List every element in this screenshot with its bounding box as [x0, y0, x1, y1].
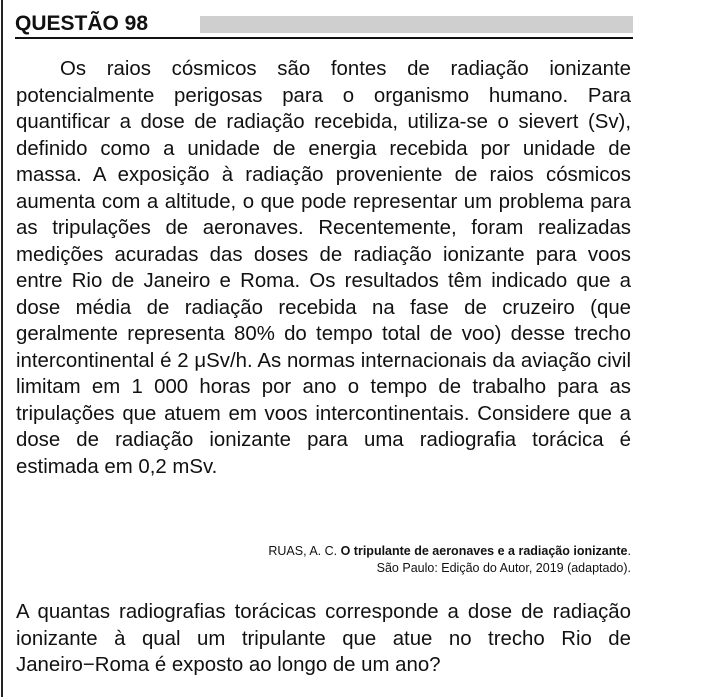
source-publication: São Paulo: Edição do Autor, 2019 (adaptado). — [376, 561, 631, 575]
header-underline — [15, 37, 633, 39]
question-prompt: A quantas radiografias torácicas corresponde a dose de radiação ionizante à qual um tripulante que atue no trecho Rio de Janeiro−Roma é exposto ao longo de um ano? — [16, 601, 631, 676]
header-gray-bar — [200, 16, 633, 33]
left-border — [1, 0, 3, 697]
source-citation — [16, 543, 631, 577]
body-paragraph: Os raios cósmicos são fontes de radiação ionizante potencialmente perigosas para o organismo humano. Para quantificar a dose de radiação recebida, utiliza-se o sievert (Sv), definido como a unidade de energia recebida por unidade de massa. A exposição à radiação proveniente de raios cósmicos aumenta com a altitude, o que pode representar um problema para as tripulações de aeronaves. Recentemente, foram realizadas medições acuradas das doses de radiação ionizante para voos entre Rio de Janeiro e Roma. Os resultados têm indicado que a dose média de radiação recebida na fase de cruzeiro (que geralmente representa 80% do tempo total de voo) desse trecho intercontinental é 2 μSv/h. As normas internacionais da aviação civil limitam em 1 000 horas por ano o tempo de trabalho para as tripulações que atuem em voos intercontinentais. Considere que a dose de radiação ionizante para uma radiografia torácica é estimada em 0,2 mSv. — [16, 58, 631, 478]
question-number: QUESTÃO 98 — [15, 12, 149, 35]
source-line-1 — [16, 543, 631, 560]
question-header — [15, 11, 633, 39]
source-author: RUAS, A. C. — [268, 544, 338, 558]
source-book-end: . — [627, 544, 631, 558]
source-book-title: O tripulante de aeronaves e a radiação ionizante — [340, 544, 628, 558]
